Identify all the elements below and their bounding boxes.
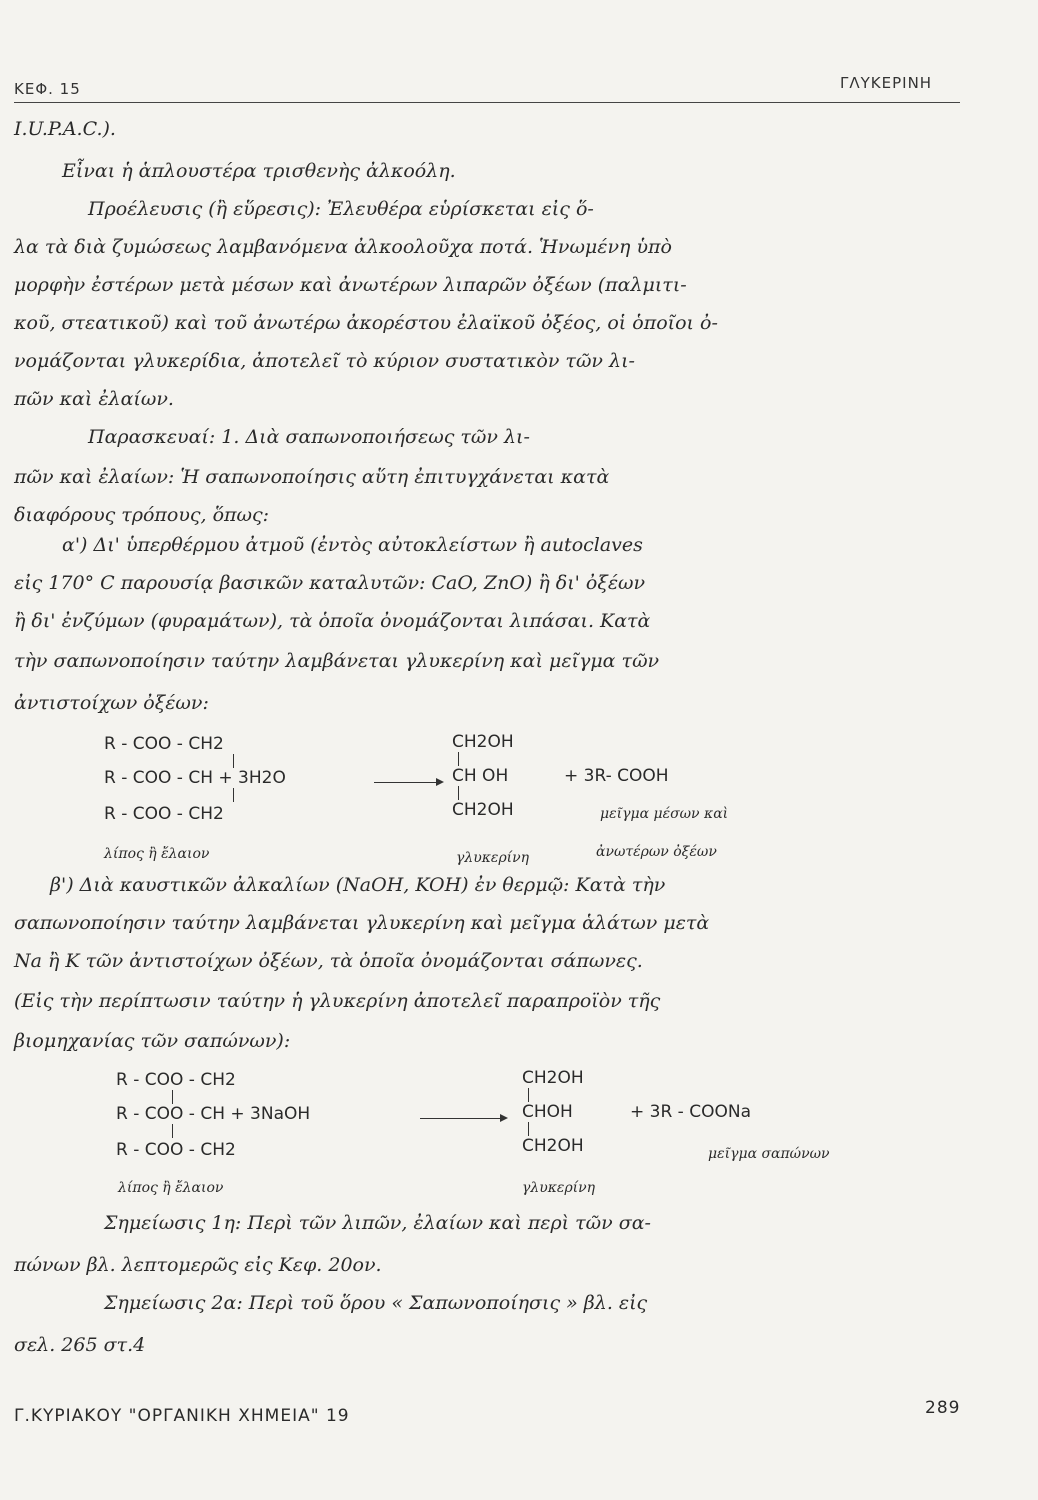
note-2: Σημείωσις 2α: Περὶ τοῦ ὅρου « Σαπωνοποίησις » βλ. εἰς [104,1292,648,1314]
label-glycerin: γλυκερίνη [456,850,530,866]
reactant-line-1: R - COO - CH2 [104,734,224,754]
label-acid-mix-1: μεῖγμα μέσων καὶ [600,806,729,822]
note-2-cont: σελ. 265 στ.4 [14,1334,146,1356]
chapter-title: ΓΛΥΚΕΡΙΝΗ [840,74,933,92]
reactant-line-3: R - COO - CH2 [104,804,224,824]
product-line-1: CH2OH [522,1068,584,1088]
reactant-line-2: R - COO - CH + 3H2O [104,768,286,788]
note-1: Σημείωσις 1η: Περὶ τῶν λιπῶν, ἐλαίων καὶ περὶ τῶν σα- [104,1212,651,1234]
text-line: Εἶναι ἡ ἁπλουστέρα τρισθενὴς ἀλκοόλη. [62,160,456,182]
reactant-line-3: R - COO - CH2 [116,1140,236,1160]
text-line: Na ἢ K τῶν ἀντιστοίχων ὀξέων, τὰ ὁποῖα ὀνομάζονται σάπωνες. [14,950,643,972]
text-line: εἰς 170° C παρουσίᾳ βασικῶν καταλυτῶν: CaO, ZnO) ἢ δι' ὀξέων [14,572,646,594]
page-number: 289 [925,1398,961,1418]
product-line-3: CH2OH [522,1136,584,1156]
text-line: βιομηχανίας τῶν σαπώνων): [14,1030,291,1052]
text-line: λα τὰ διὰ ζυμώσεως λαμβανόμενα ἀλκοολοῦχα ποτά. Ἡνωμένη ὑπὸ [14,236,672,258]
bond-line [528,1088,529,1102]
header-rule [14,102,960,103]
label-soap-mix: μεῖγμα σαπώνων [708,1146,830,1162]
bond-line [172,1124,173,1138]
text-line: Παρασκευαί: 1. Διὰ σαπωνοποιήσεως τῶν λι- [88,426,530,448]
label-fat: λίπος ἢ ἔλαιον [104,846,210,862]
label-acid-mix-2: ἀνωτέρων ὀξέων [596,844,717,860]
side-product: + 3R- COOH [564,766,669,786]
note-1-cont: πώνων βλ. λεπτομερῶς εἰς Κεφ. 20ον. [14,1254,382,1276]
product-line-2: CHOH [522,1102,573,1122]
bond-line [233,788,234,802]
side-product: + 3R - COONa [630,1102,751,1122]
bond-line [233,754,234,768]
text-line: β') Διὰ καυστικῶν ἀλκαλίων (NaOH, KOH) ἐν θερμῷ: Κατὰ τὴν [50,874,666,896]
text-line: (Εἰς τὴν περίπτωσιν ταύτην ἡ γλυκερίνη ἀποτελεῖ παραπροϊὸν τῆς [14,990,661,1012]
text-line: πῶν καὶ ἐλαίων. [14,388,174,410]
text-line: σαπωνοποίησιν ταύτην λαμβάνεται γλυκερίνη καὶ μεῖγμα ἁλάτων μετὰ [14,912,710,934]
text-line: α') Δι' ὑπερθέρμου ἀτμοῦ (ἐντὸς αὐτοκλείστων ἢ autoclaves [62,534,643,556]
bond-line [172,1090,173,1104]
text-line: I.U.P.A.C.). [14,118,116,140]
text-line: τὴν σαπωνοποίησιν ταύτην λαμβάνεται γλυκερίνη καὶ μεῖγμα τῶν [14,650,660,672]
bond-line [458,752,459,766]
product-line-3: CH2OH [452,800,514,820]
text-line: πῶν καὶ ἐλαίων: Ἡ σαπωνοποίησις αὕτη ἐπιτυγχάνεται κατὰ [14,466,610,488]
footer-source: Γ.ΚΥΡΙΑΚΟΥ "ΟΡΓΑΝΙΚΗ ΧΗΜΕΙΑ" 19 [14,1406,350,1426]
product-line-2: CH OH [452,766,509,786]
chapter-label: ΚΕΦ. 15 [14,80,81,98]
text-line: μορφὴν ἐστέρων μετὰ μέσων καὶ ἀνωτέρων λιπαρῶν ὀξέων (παλμιτι- [14,274,687,296]
text-line: νομάζονται γλυκερίδια, ἀποτελεῖ τὸ κύριον συστατικὸν τῶν λι- [14,350,635,372]
reaction-arrow [374,782,442,783]
reactant-line-1: R - COO - CH2 [116,1070,236,1090]
text-line: κοῦ, στεατικοῦ) καὶ τοῦ ἀνωτέρω ἀκορέστου ἐλαϊκοῦ ὀξέος, οἱ ὁποῖοι ὀ- [14,312,718,334]
label-fat: λίπος ἢ ἔλαιον [118,1180,224,1196]
text-line: Προέλευσις (ἢ εὕρεσις): Ἐλευθέρα εὑρίσκεται εἰς ὅ- [88,198,594,220]
product-line-1: CH2OH [452,732,514,752]
reaction-arrow [420,1118,506,1119]
label-glycerin: γλυκερίνη [522,1180,596,1196]
bond-line [458,786,459,800]
reactant-line-2: R - COO - CH + 3NaOH [116,1104,311,1124]
text-line: ἀντιστοίχων ὀξέων: [14,692,209,714]
bond-line [528,1122,529,1136]
text-line: ἢ δι' ἐνζύμων (φυραμάτων), τὰ ὁποῖα ὀνομάζονται λιπάσαι. Κατὰ [14,610,651,632]
text-line: διαφόρους τρόπους, ὅπως: [14,504,270,526]
